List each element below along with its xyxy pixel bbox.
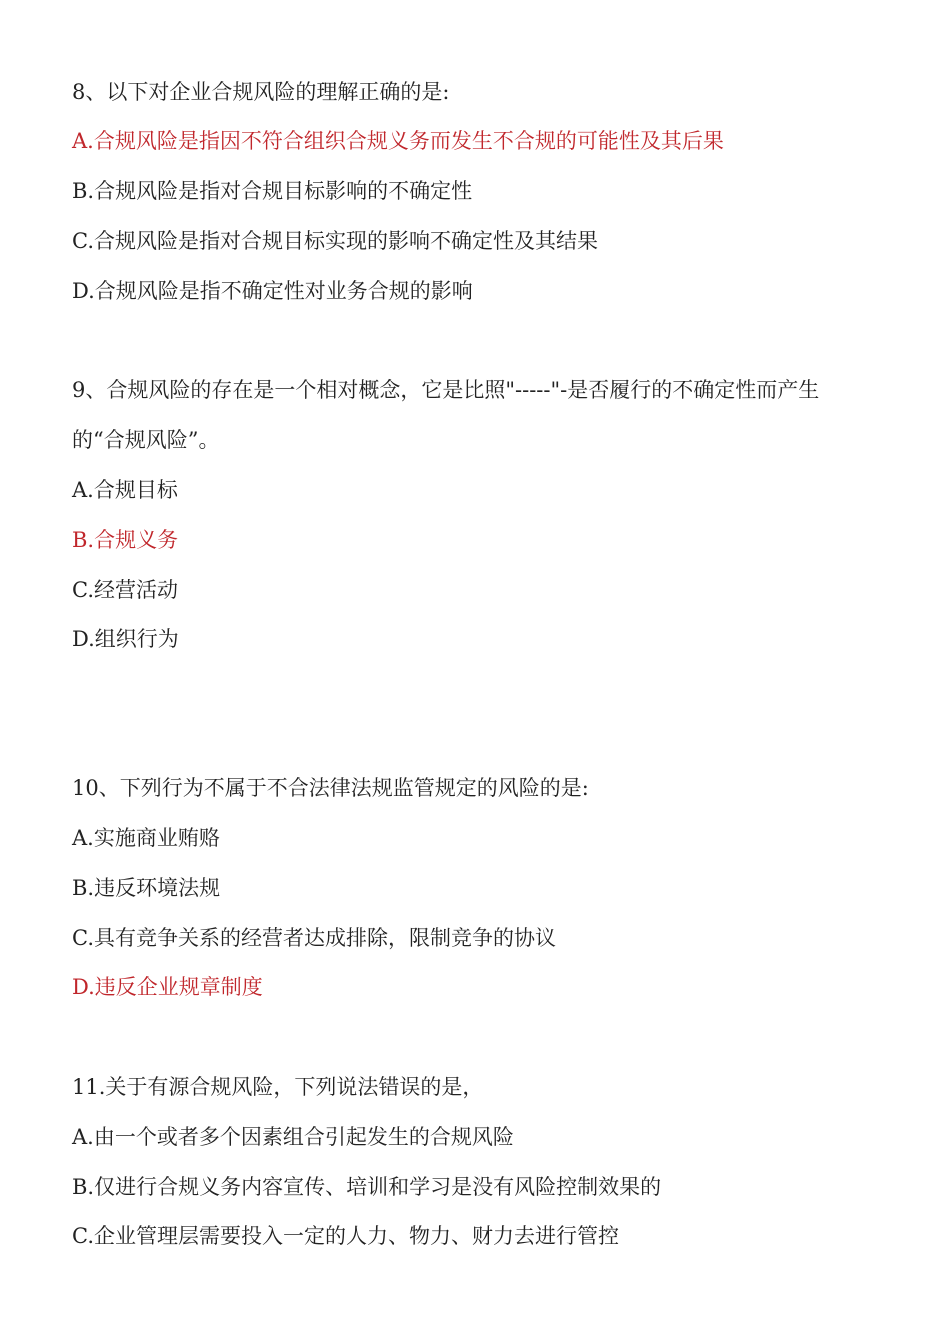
- question-9-option-a: A.合规目标: [72, 478, 178, 502]
- question-11-option-b: B.仅进行合规义务内容宣传、培训和学习是没有风险控制效果的: [72, 1175, 662, 1199]
- question-9-stem-line-2: 的“合规风险”。: [72, 428, 220, 452]
- question-8-option-a: A.合规风险是指因不符合组织合规义务而发生不合规的可能性及其后果: [72, 129, 724, 153]
- question-8-stem: 8、以下对企业合规风险的理解正确的是:: [72, 80, 450, 104]
- question-9-stem-line-1: 9、合规风险的存在是一个相对概念，它是比照"-----"-是否履行的不确定性而产生: [72, 378, 820, 402]
- question-10-option-b: B.违反环境法规: [72, 876, 221, 900]
- question-11-option-a: A.由一个或者多个因素组合引起发生的合规风险: [72, 1125, 514, 1149]
- question-10-option-d: D.违反企业规章制度: [72, 975, 263, 999]
- question-8-option-c: C.合规风险是指对合规目标实现的影响不确定性及其结果: [72, 229, 598, 253]
- question-9-option-b: B.合规义务: [72, 528, 179, 552]
- question-9-option-c: C.经营活动: [72, 578, 178, 602]
- question-8-option-b: B.合规风险是指对合规目标影响的不确定性: [72, 179, 473, 203]
- question-11-stem: 11.关于有源合规风险，下列说法错误的是，: [72, 1075, 484, 1099]
- question-10-stem: 10、下列行为不属于不合法律法规监管规定的风险的是:: [72, 776, 589, 800]
- question-10-option-a: A.实施商业贿赂: [72, 826, 220, 850]
- question-11-option-c: C.企业管理层需要投入一定的人力、物力、财力去进行管控: [72, 1224, 619, 1248]
- question-9-option-d: D.组织行为: [72, 627, 179, 651]
- question-8-option-d: D.合规风险是指不确定性对业务合规的影响: [72, 279, 473, 303]
- question-10-option-c: C.具有竞争关系的经营者达成排除，限制竞争的协议: [72, 926, 556, 950]
